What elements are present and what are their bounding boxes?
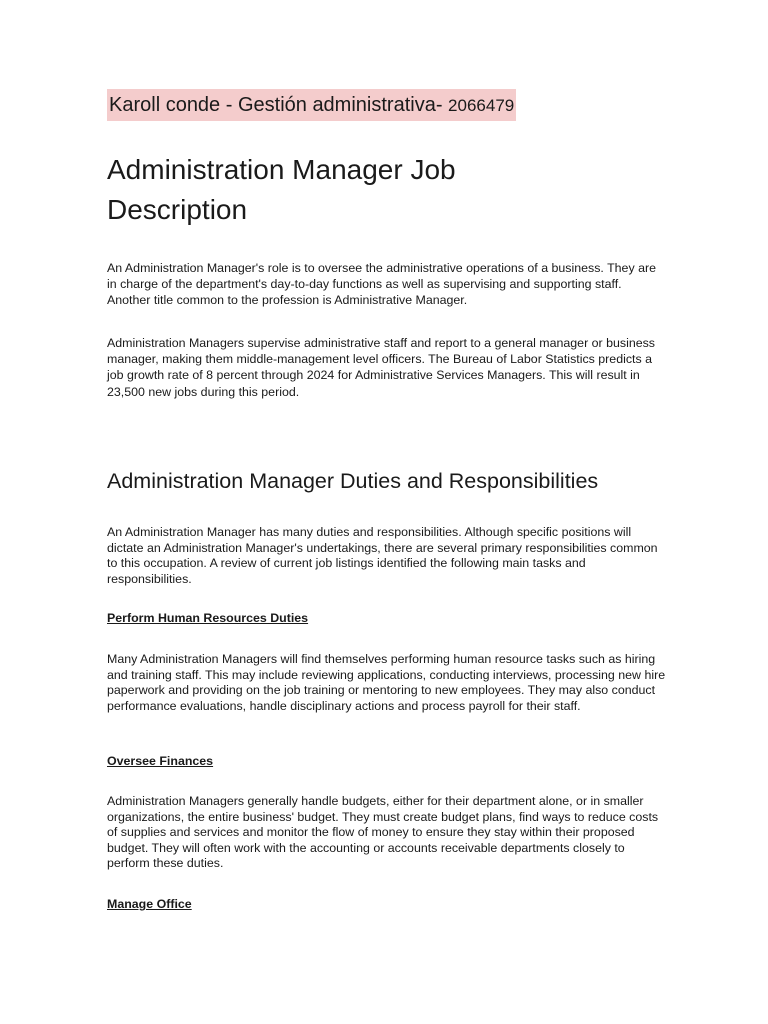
hr-duties-heading: Perform Human Resources Duties: [107, 611, 309, 625]
id-number: 2066479: [448, 96, 515, 115]
finances-heading: Oversee Finances: [107, 754, 214, 768]
hr-duties-paragraph: Many Administration Managers will find themselves performing human resource tasks such as hiring and training staff. This may include reviewing applications, conducting interviews, processing new hire paperwork and providing on the job training or mentoring to new employees. They may also conduct performance evaluations, handle disciplinary actions and process payroll for their staff.: [107, 652, 666, 713]
finances-paragraph: Administration Managers generally handle budgets, either for their department alone, or in smaller organizations, the entire business' budget. They must create budget plans, find ways to reduce costs of supplies and services and monitor the flow of money to ensure they stay within their proposed budget. They will often work with the accounting or accounts receivable departments closely to perform these duties.: [107, 794, 659, 871]
manage-office-heading: Manage Office: [107, 897, 192, 911]
document-title: Administration Manager Job Description: [107, 154, 456, 225]
author-line: Karoll conde - Gestión administrativa-: [109, 94, 443, 116]
intro-paragraph-1: An Administration Manager's role is to oversee the administrative operations of a business. They are in charge of the department's day-to-day functions as well as supervising and supporting staff. Another title common to the profession is Administrative Manager.: [107, 261, 656, 308]
intro-paragraph-2: Administration Managers supervise administrative staff and report to a general manager or business manager, making them middle-management level officers. The Bureau of Labor Statistics predicts a job growth rate of 8 percent through 2024 for Administrative Services Managers. This will result in 23,500 new jobs during this period.: [107, 336, 655, 399]
duties-heading: Administration Manager Duties and Responsibilities: [107, 469, 599, 493]
duties-intro-paragraph: An Administration Manager has many duties and responsibilities. Although specific positions will dictate an Administration Manager's undertakings, there are several primary responsibilities common to this occupation. A review of current job listings identified the following main tasks and responsibilities.: [107, 525, 658, 586]
author-header: [107, 89, 516, 121]
